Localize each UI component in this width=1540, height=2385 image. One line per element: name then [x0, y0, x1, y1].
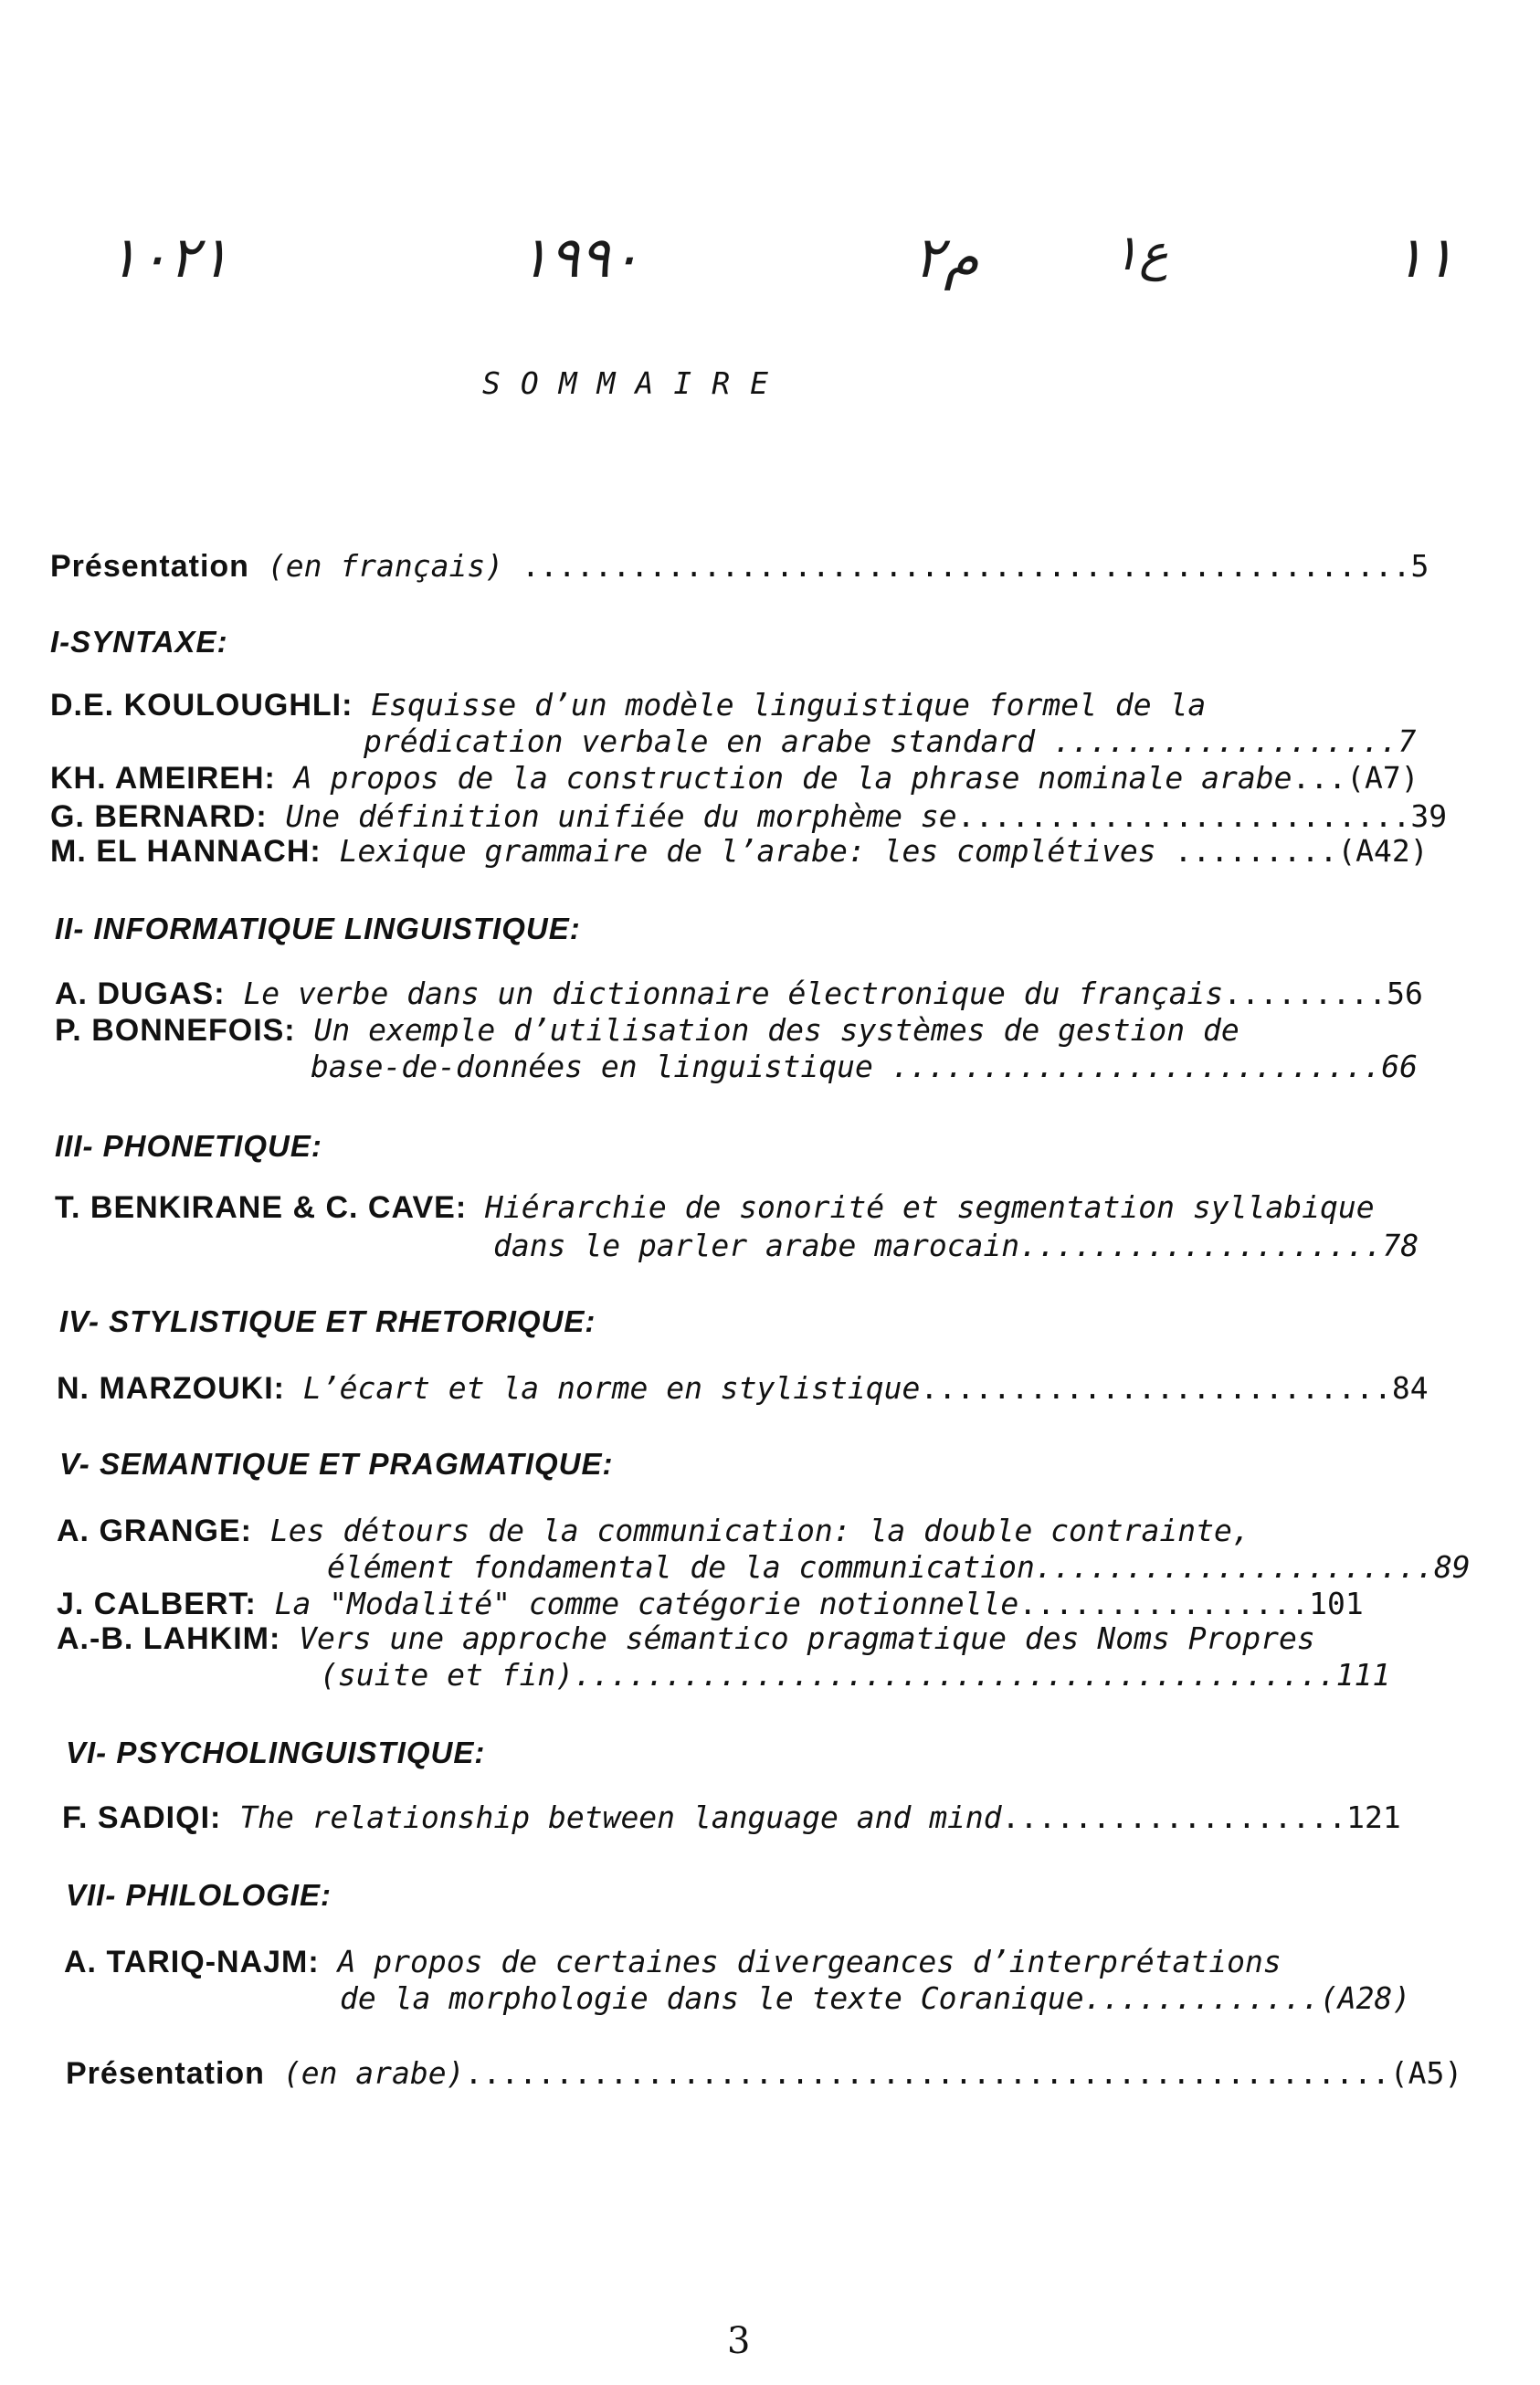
handwritten-note-5: ١١ — [1394, 224, 1455, 290]
toc-entry: D.E. KOULOUGHLI: Esquisse d’un modèle linguistique formel de la — [50, 687, 1207, 723]
section-heading: I-SYNTAXE: — [50, 625, 228, 659]
toc-entry: A. DUGAS: Le verbe dans un dictionnaire électronique du français.........56 — [55, 976, 1423, 1011]
handwritten-note-2: ١٩٩٠ — [519, 224, 641, 290]
entry-note: (en français) — [267, 548, 504, 584]
toc-entry: KH. AMEIREH: A propos de la construction de la phrase nominale arabe...(A7) — [50, 760, 1419, 796]
toc-entry: M. EL HANNACH: Lexique grammaire de l’arabe: les complétives .........(A42) — [50, 833, 1429, 869]
page-title: SOMMAIRE — [482, 365, 788, 401]
toc-entry: J. CALBERT: La "Modalité" comme catégorie notionnelle................101 — [57, 1586, 1364, 1621]
toc-entry-presentation-fr: Présentation (en français) .................................................5 — [50, 548, 1429, 584]
toc-entry-continued: prédication verbale en arabe standard ...................7 — [364, 723, 1417, 759]
entry-label: Présentation — [50, 549, 249, 584]
toc-entry-continued: (suite et fin)..........................................111 — [320, 1657, 1391, 1693]
toc-entry: P. BONNEFOIS: Un exemple d’utilisation des systèmes de gestion de — [55, 1012, 1239, 1048]
toc-entry-continued: base-de-données en linguistique ...........................66 — [311, 1049, 1418, 1084]
section-heading: IV- STYLISTIQUE ET RHETORIQUE: — [59, 1304, 596, 1338]
toc-entry: F. SADIQI: The relationship between language and mind...................121 — [62, 1799, 1401, 1835]
entry-page: (A5) — [1389, 2055, 1463, 2091]
section-heading: VI- PSYCHOLINGUISTIQUE: — [66, 1736, 486, 1769]
toc-entry: G. BERNARD: Une définition unifiée du morphème se.........................39 — [50, 798, 1448, 834]
page-number: 3 — [727, 2320, 751, 2362]
toc-entry-continued: élément fondamental de la communication......................89 — [327, 1549, 1471, 1585]
entry-page: 5 — [1410, 548, 1429, 584]
section-heading: II- INFORMATIQUE LINGUISTIQUE: — [55, 912, 581, 945]
toc-entry: A. GRANGE: Les détours de la communication: la double contrainte, — [57, 1513, 1250, 1548]
section-heading: III- PHONETIQUE: — [55, 1129, 322, 1163]
section-heading: VII- PHILOLOGIE: — [66, 1878, 332, 1912]
entry-note: (en arabe) — [282, 2055, 465, 2091]
handwritten-note-1: ١٠٢١ — [108, 224, 230, 290]
toc-entry-continued: de la morphologie dans le texte Coranique.............(A28) — [340, 1980, 1411, 2016]
toc-entry-continued: dans le parler arabe marocain....................78 — [493, 1228, 1419, 1263]
toc-entry: A. TARIQ-NAJM: A propos de certaines divergeances d’interprétations — [64, 1944, 1282, 1979]
section-heading: V- SEMANTIQUE ET PRAGMATIQUE: — [59, 1447, 614, 1481]
toc-entry: A.-B. LAHKIM: Vers une approche sémantico pragmatique des Noms Propres — [57, 1620, 1315, 1656]
toc-entry: N. MARZOUKI: L’écart et la norme en stylistique..........................84 — [57, 1370, 1429, 1406]
toc-entry-presentation-ar: Présentation (en arabe)...................................................(A5) — [66, 2055, 1463, 2091]
handwritten-note-3: م٢ — [913, 224, 979, 290]
handwritten-note-4: ع١ — [1113, 224, 1169, 281]
entry-label: Présentation — [66, 2056, 265, 2091]
toc-entry: T. BENKIRANE & C. CAVE: Hiérarchie de sonorité et segmentation syllabique — [55, 1189, 1375, 1225]
